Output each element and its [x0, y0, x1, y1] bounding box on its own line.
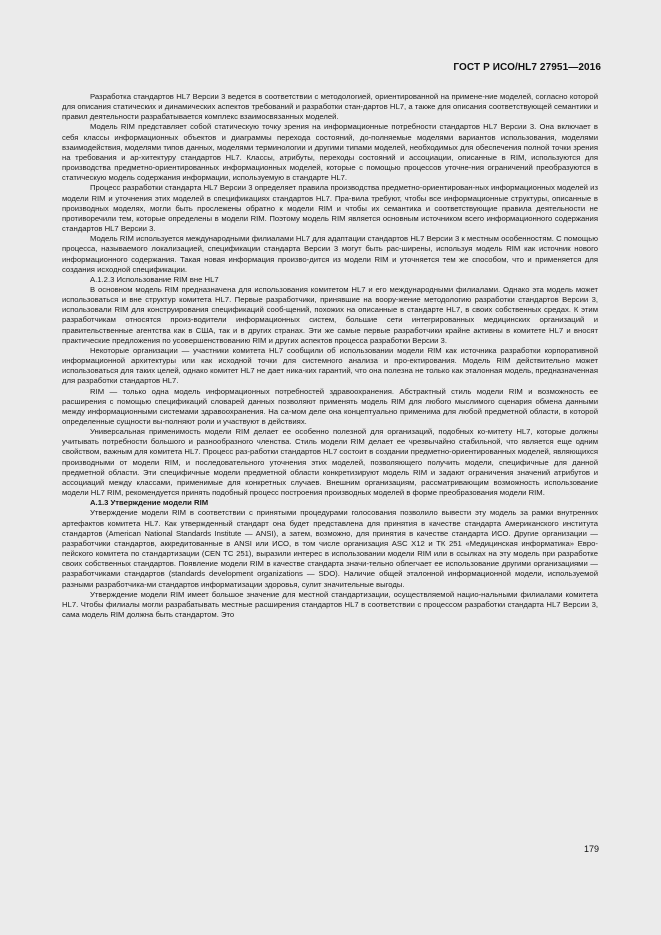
body-paragraph: Универсальная применимость модели RIM делает ее особенно полезной для организаций, подобных ко-митету HL7, которые должны учитывать потребности большого и разнообразного членства. Стиль модели RIM делает ее чрезвычайно стабильной, что является еще одним свойством, важным для комитета HL7. Процесс раз-работки стандартов HL7 состоит в создании предметно-ориентированных моделей, являющихся производными от модели RIM, и последовательного уточнения этих моделей, позволяющего получить модели, специфичные для данной предметной области. Эти специфичные модели предметной области конкретизируют модель RIM и задают ограничения значений атрибутов и ассоциаций между классами, применимые для конкретных случаев. Внешним организациям, рассматривающим возможность использование модели HL7 RIM, рекомендуется принять подобный процесс построения производных моделей в форме преобразования модели RIM.	[62, 427, 598, 498]
body-paragraph: Некоторые организации — участники комитета HL7 сообщили об использовании модели RIM как источника разработки корпоративной информационной архитектуры или как исходной точки для системного анализа и про-ектирования. Модель RIM действительно может использоваться для таких целей, однако комитет HL7 не дает ника-ких гарантий, что она полезна не только как эталонная модель, предназначенная для разработки стандартов HL7.	[62, 345, 598, 386]
body-paragraph: Утверждение модели RIM в соответствии с принятыми процедурами голосования позволило вывести эту модель за рамки внутренних артефактов комитета HL7. Как утвержденный стандарт она будет представлена для принятия в качестве стандарта Американского института стандартов (American National Standards Institute — ANSI), а затем, возможно, для принятия в качестве стандарта ИСО. Другие организации — разработчики стандартов, аккредитованные в ANSI или ИСО, в том числе организация ASC X12 и ТК 251 «Медицинская информатика» Евро-пейского комитета по стандартизации (CEN TC 251), выразили интерес в использовании модели RIM или в ссылках на эту модель при разработке своих собственных стандартов. Появление модели RIM в качестве стандарта значи-тельно облегчает ее использование другими организациями — разработчиками стандартов (standards development organizations — SDO). Наличие общей эталонной информационной модели, используемой разными разработчика-ми стандартов информатизации здоровья, сулит значительные выгоды.	[62, 508, 598, 589]
body-paragraph: В основном модель RIM предназначена для использования комитетом HL7 и его международными филиалами. Однако эта модель может использоваться и вне структур комитета HL7. Первые разработчики, принявшие на воору-жение методологию разработки стандартов Версии 3, использовали RIM для конструирования спецификаций сооб-щений, похожих на описанные в стандарте HL7, в своих собственных средах. К этим разработчикам относятся произ-водители информационных систем, большие сети интегрированных медицинских организаций и правительственные агентства как в США, так и в других странах. Эти же самые первые разработчики крайне активны в комитете HL7 и вносят практические предложения по усовершенствованию RIM и других аспектов процесса разработки Версии 3.	[62, 284, 598, 345]
body-paragraph: Процесс разработки стандарта HL7 Версии 3 определяет правила производства предметно-ориентирован-ных информационных моделей из модели RIM и уточнения этих моделей в спецификациях стандартов HL7. Пра-вила требуют, чтобы все информационные структуры, описанные в производных моделях, могли быть прослежены обратно к модели RIM и чтобы их семантика и соответствующие правила деятельности не противоречили тем, которые определены в модели RIM. Поэтому модель RIM является основным источником всего информационного содержания стандартов HL7 Версии 3.	[62, 183, 598, 234]
section-heading-bold: А.1.3 Утверждение модели RIM	[90, 498, 209, 508]
page-number: 179	[583, 844, 599, 854]
body-paragraph: Утверждение модели RIM имеет большое значение для местной стандартизации, осуществляемой нацио-нальными филиалами комитета HL7. Чтобы филиалы могли разрабатывать местные расширения стандартов HL7 в соответствии с процессом разработки стандарта HL7 Версии 3, сама модель RIM должна быть стандартом. Это	[62, 589, 598, 619]
document-header: ГОСТ Р ИСО/HL7 27951—2016	[453, 62, 601, 73]
document-body	[62, 92, 598, 620]
body-paragraph: Разработка стандартов HL7 Версии 3 ведется в соответствии с методологией, ориентированной на примене-ние моделей, согласно которой для описания статических и динамических аспектов требований и разработки стан-дартов HL7, а также для описания соответствующей семантики и правил деятельности разрабатывается комплекс взаимосвязанных моделей.	[62, 92, 598, 122]
body-paragraph: RIM — только одна модель информационных потребностей здравоохранения. Абстрактный стиль модели RIM и возможность ее расширения с помощью спецификаций словарей данных позволяют применять модель RIM для любого мыслимого сценария обмена данными между информационными системами здравоохранения. На са-мом деле она концептуально применима для любой предметной области, в которой определенные сущности вы-полняют роли и участвуют в действиях.	[62, 386, 598, 426]
section-heading: А.1.2.3 Использование RIM вне HL7	[90, 274, 219, 284]
body-paragraph: Модель RIM используется международными филиалами HL7 для адаптации стандартов HL7 Версии 3 к местным особенностям. С помощью процесса, называемого локализацией, спецификации стандарта Версии 3 могут быть рас-ширены, используя модель RIM как источник нового информационного содержания. Такая новая информация произво-дится из модели RIM и уточняется тем же способом, что и применяется для создания исходной спецификации.	[62, 234, 598, 274]
body-paragraph: Модель RIM представляет собой статическую точку зрения на информационные потребности стандартов HL7 Версии 3. Она включает в себя классы информационных объектов и диаграммы перехода состояний, до-полняемые моделями вариантов использования, моделями взаимодействия, моделями типов данных, моделями терминологии и другими типами моделей, необходимых для обеспечения полной точки зрения на требования и ар-хитектуру стандартов HL7. Классы, атрибуты, переходы состояний и ассоциации, описанные в RIM, используются для производства предметно-ориентированных информационных моделей, которые с помощью процессов уточне-ния ограничений преобразуются в статическую модель содержания информации, используемую в стандарте HL7.	[62, 122, 598, 183]
